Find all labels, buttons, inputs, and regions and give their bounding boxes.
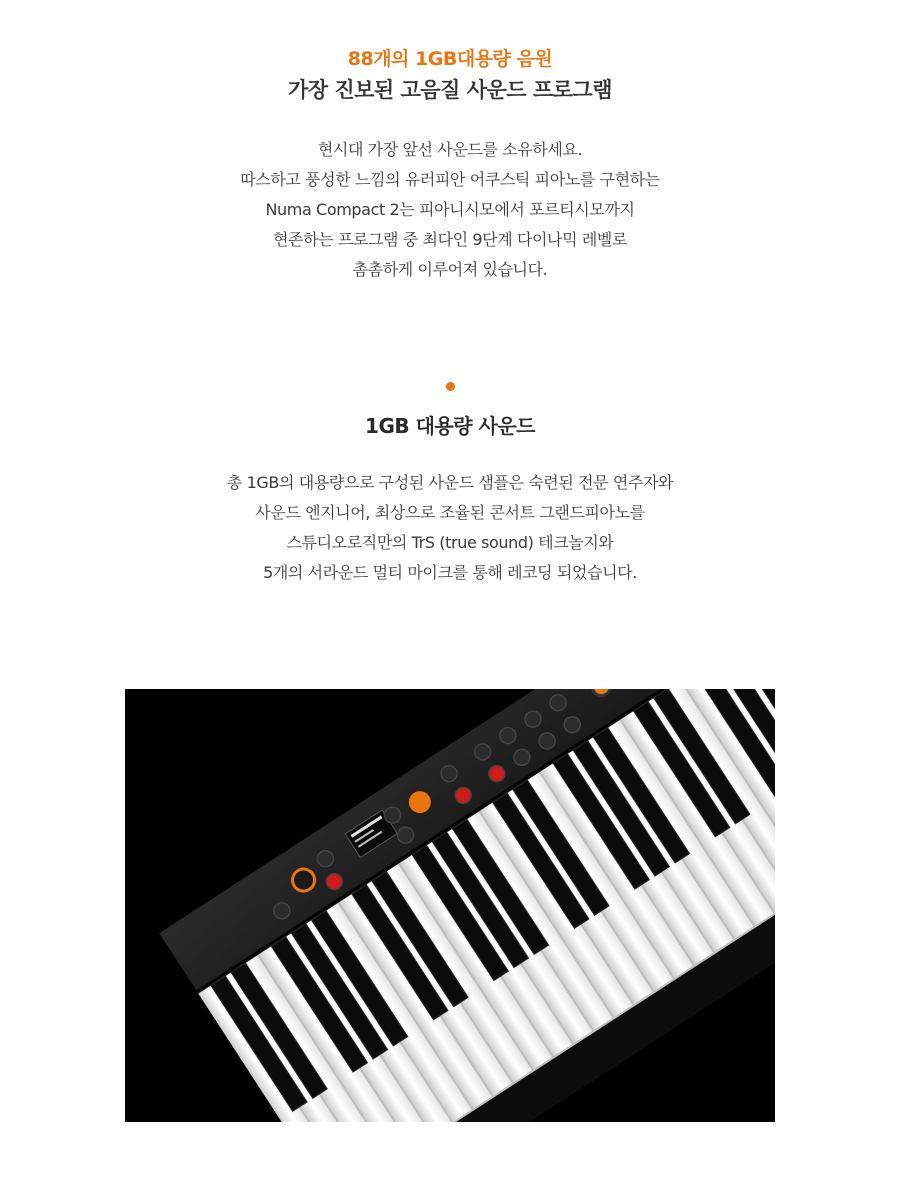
intro-line: 촘촘하게 이루어져 있습니다. [352, 260, 548, 279]
sound-line: 사운드 엔지니어, 최상으로 조율된 콘서트 그랜드피아노를 [255, 503, 645, 522]
piano-illustration [125, 689, 775, 1122]
section-dot-icon [446, 382, 455, 391]
piano-keyboard-photo [125, 689, 775, 1122]
sound-line: 총 1GB의 대용량으로 구성된 사운드 샘플은 숙련된 전문 연주자와 [226, 473, 674, 492]
intro-line: 현시대 가장 앞선 사운드를 소유하세요. [317, 140, 583, 159]
sound-paragraph [0, 468, 900, 588]
hero-title: 가장 진보된 고음질 사운드 프로그램 [287, 78, 613, 102]
sound-line: 스튜디오로직만의 TrS (true sound) 테크놀지와 [286, 533, 614, 552]
sound-line: 5개의 서라운드 멀티 마이크를 통해 레코딩 되었습니다. [263, 563, 637, 582]
intro-paragraph [0, 135, 900, 285]
intro-line: Numa Compact 2는 피아니시모에서 포르티시모까지 [265, 200, 635, 219]
intro-line: 따스하고 풍성한 느낌의 유러피안 어쿠스틱 피아노를 구현하는 [240, 170, 660, 189]
hero-subtitle: 88개의 1GB대용량 음원 [347, 48, 553, 70]
intro-line: 현존하는 프로그램 중 최다인 9단계 다이나믹 레벨로 [272, 230, 628, 249]
section-title: 1GB 대용량 사운드 [365, 414, 535, 438]
